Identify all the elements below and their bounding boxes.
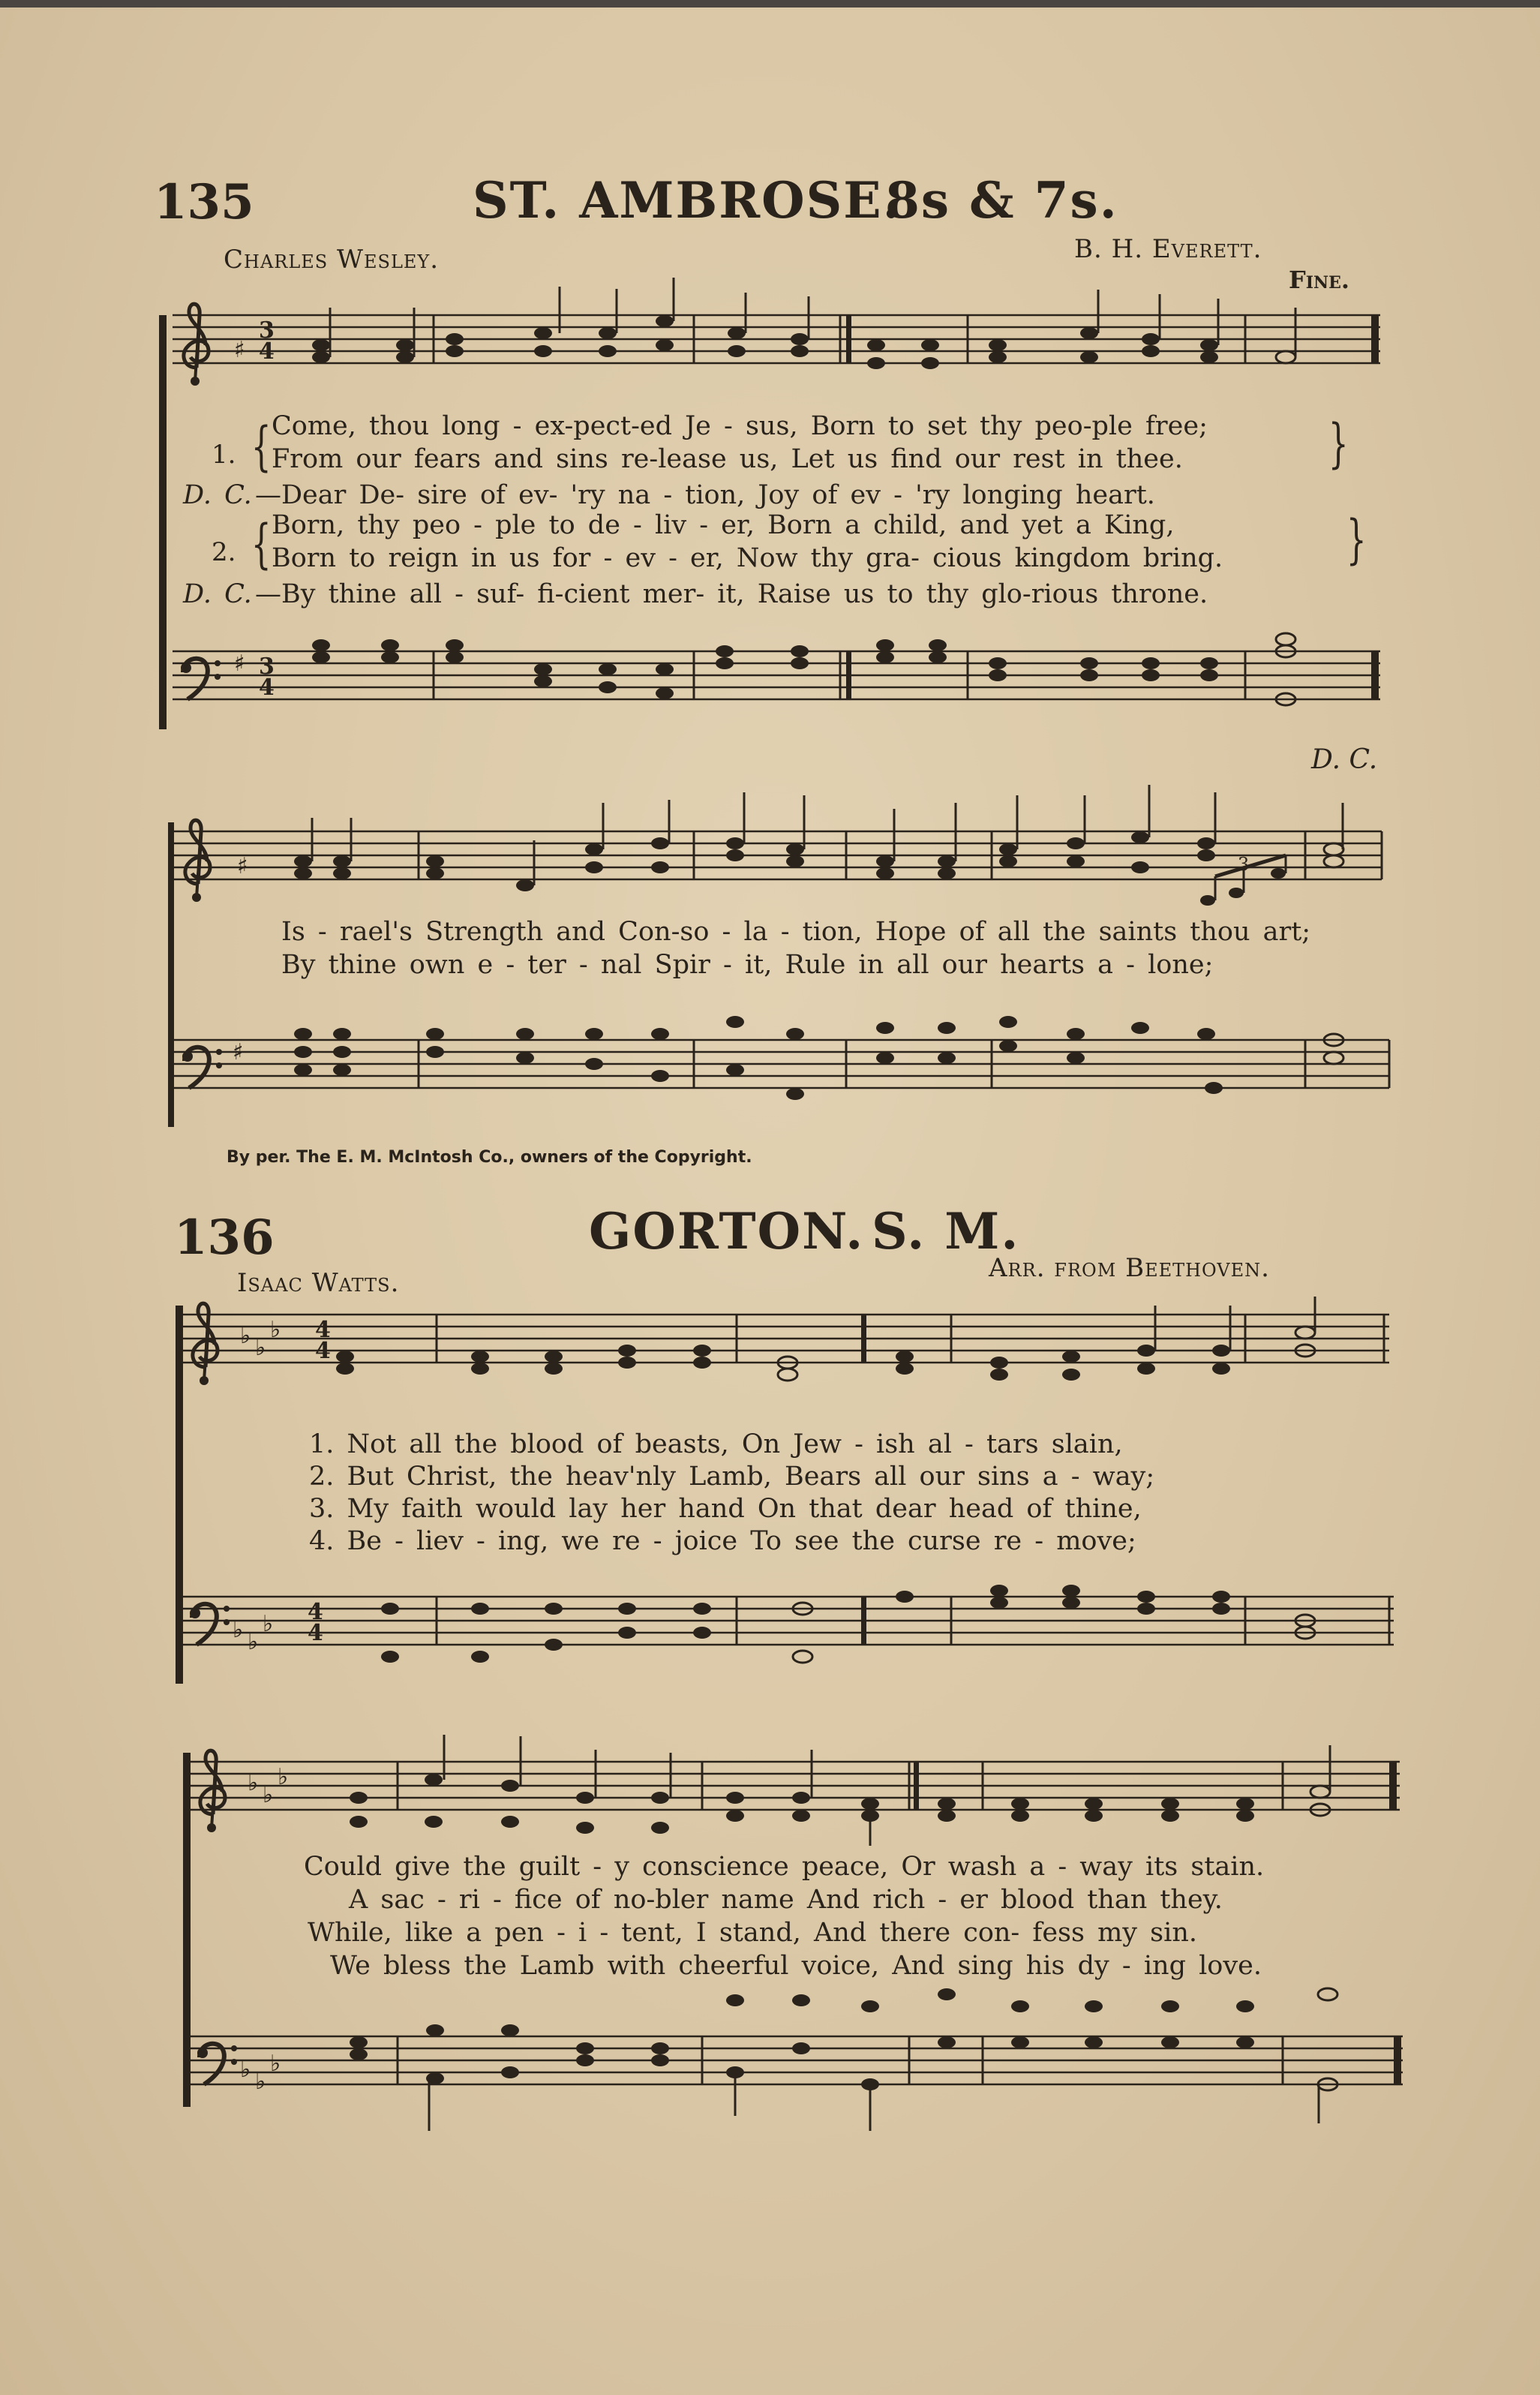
svg-text:4: 4 [315, 1317, 331, 1343]
gorton-lyric-2-2: A sac - ri - fice of no-bler name And rich - er blood than they. [349, 1885, 1223, 1915]
gorton-lyric-1-4: 4. Be - liev - ing, we re - joice To see the curse re - move; [309, 1526, 1136, 1556]
hymn-135-number: 135 [154, 174, 254, 230]
staff-135-1-bass [173, 651, 1380, 699]
svg-text:3: 3 [259, 654, 275, 680]
brace-left-verse-1: { [251, 416, 272, 477]
brace-right-verse-2: } [1346, 509, 1367, 570]
gorton-lyric-2-3: While, like a pen - i - tent, I stand, And there con- fess my sin. [308, 1918, 1198, 1948]
svg-text:♯: ♯ [233, 1039, 244, 1065]
gorton-lyric-1-3: 3. My faith would lay her hand On that dear head of thine, [309, 1494, 1142, 1524]
gorton-lyric-1-1: 1. Not all the blood of beasts, On Jew - ish al - tars slain, [309, 1429, 1123, 1459]
hymn-136-meter: S. M. [872, 1202, 1020, 1261]
dc-label-2: D. C. [183, 579, 252, 609]
svg-text:♯: ♯ [234, 651, 245, 677]
svg-text:♭: ♭ [255, 1335, 266, 1361]
dc-label-1: D. C. [183, 480, 252, 510]
gorton-lyric-2-4: We bless the Lamb with cheerful voice, And sing his dy - ing love. [330, 1951, 1262, 1981]
verse-2-number: 2. [212, 537, 236, 567]
svg-text:♭: ♭ [270, 1317, 281, 1343]
fine-mark: Fine. [1289, 266, 1350, 294]
svg-text:♯: ♯ [234, 337, 245, 363]
svg-text:♭: ♭ [263, 1782, 274, 1808]
svg-text:♭: ♭ [248, 1629, 259, 1655]
lyric-line-dc-1: —Dear De- sire of ev- 'ry na - tion, Joy of ev - 'ry longing heart. [255, 480, 1155, 510]
svg-text:♭: ♭ [233, 1617, 244, 1643]
svg-text:♭: ♭ [240, 1323, 251, 1349]
svg-text:♭: ♭ [248, 1770, 259, 1796]
copyright-notice: By per. The E. M. McIntosh Co., owners of the Copyright. [227, 1148, 752, 1167]
staff-136-1-bass [183, 1597, 1394, 1645]
staff-136-2-treble [189, 1762, 1400, 1810]
dc-mark: D. C. [1311, 744, 1378, 775]
lyric-line-dc-2: —By thine all - suf- fi-cient mer- it, Raise us to thy glo-rious throne. [255, 579, 1208, 609]
verse-1-number: 1. [212, 440, 236, 470]
svg-text:♭: ♭ [240, 2057, 251, 2083]
svg-text:3: 3 [1238, 854, 1250, 875]
hymn-136-number: 136 [174, 1210, 275, 1266]
staff-136-1-treble [183, 1315, 1389, 1363]
gorton-lyric-1-2: 2. But Christ, the heav'nly Lamb, Bears all our sins a - way; [309, 1462, 1155, 1492]
lyric-line-v1-1: Come, thou long - ex-pect-ed Je - sus, Born to set thy peo-ple free; [272, 411, 1208, 441]
lyric-line-s2-1: Is - rael's Strength and Con-so - la - tion, Hope of all the saints thou art; [281, 917, 1311, 947]
hymn-135-author: Charles Wesley. [224, 245, 440, 275]
gorton-lyric-2-1: Could give the guilt - y conscience peace, Or wash a - way its stain. [304, 1852, 1265, 1882]
svg-text:♭: ♭ [270, 2051, 281, 2077]
svg-text:4: 4 [315, 1338, 331, 1364]
brace-right-verse-1: } [1328, 413, 1349, 474]
lyric-line-v1-2: From our fears and sins re-lease us, Let us find our rest in thee. [272, 444, 1183, 474]
brace-left-verse-2: { [251, 513, 272, 575]
staff-135-2-bass [174, 1040, 1389, 1088]
svg-text:♯: ♯ [237, 853, 248, 879]
lyric-line-s2-2: By thine own e - ter - nal Spir - it, Rule in all our hearts a - lone; [281, 950, 1214, 980]
svg-text:♭: ♭ [255, 2069, 266, 2095]
hymn-136-composer: Arr. from Beethoven. [989, 1253, 1270, 1283]
hymn-135-composer: B. H. Everett. [1074, 234, 1262, 264]
staff-135-1-treble [173, 315, 1380, 363]
hymn-135-title: ST. AMBROSE. [473, 171, 902, 230]
lyric-line-v2-1: Born, thy peo - ple to de - liv - er, Born a child, and yet a King, [272, 510, 1175, 540]
svg-text:4: 4 [308, 1599, 323, 1625]
svg-text:4: 4 [308, 1620, 323, 1646]
svg-text:♭: ♭ [278, 1764, 289, 1790]
hymn-135-meter: 8s & 7s. [885, 171, 1118, 230]
lyric-line-v2-2: Born to reign in us for - ev - er, Now thy gra- cious kingdom bring. [272, 543, 1223, 573]
svg-text:3: 3 [259, 317, 275, 344]
svg-text:4: 4 [259, 675, 275, 701]
hymn-136-title: GORTON. [589, 1202, 865, 1261]
svg-text:4: 4 [259, 338, 275, 365]
svg-text:♭: ♭ [263, 1611, 274, 1637]
hymn-136-author: Isaac Watts. [237, 1268, 400, 1298]
